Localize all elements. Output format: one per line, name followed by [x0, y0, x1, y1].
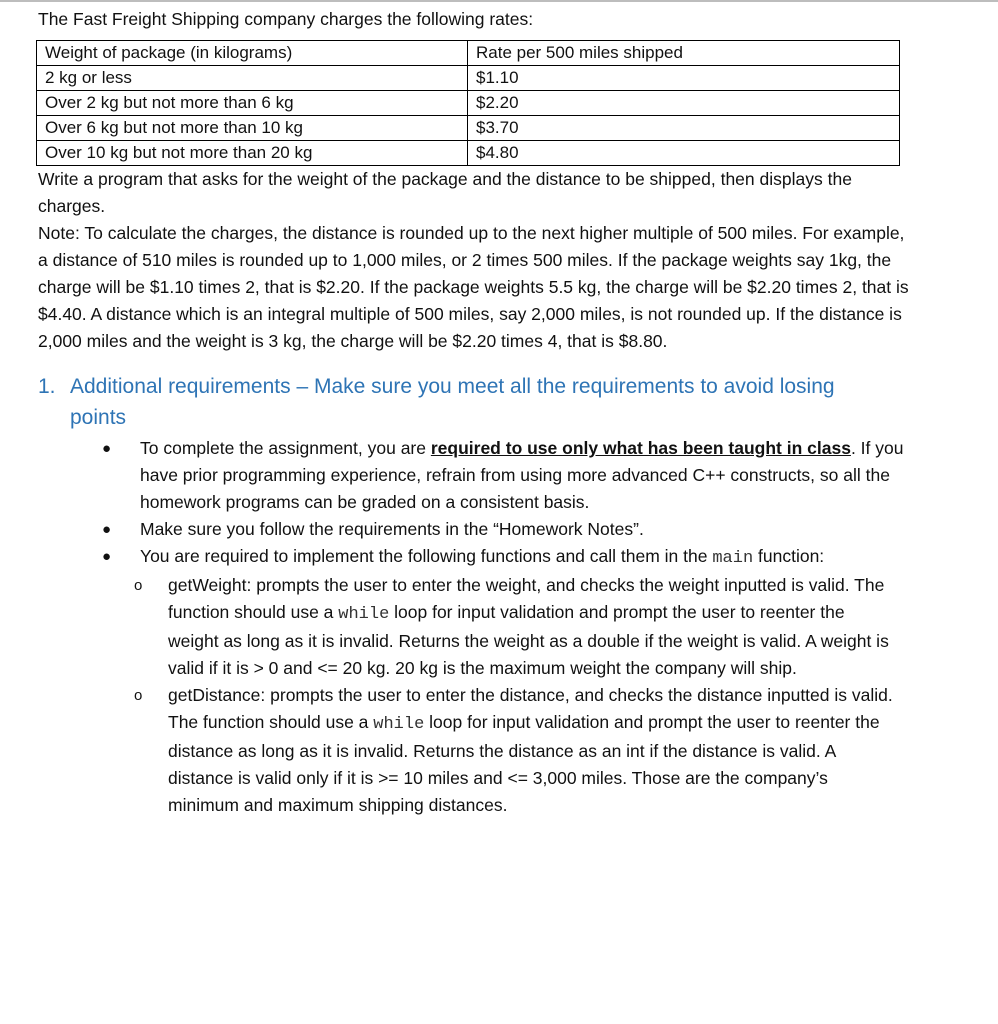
header-rate: Rate per 500 miles shipped	[468, 41, 900, 66]
requirement-text	[140, 435, 918, 516]
intro-text: The Fast Freight Shipping company charges the following rates:	[38, 9, 534, 29]
rates-table	[36, 40, 900, 166]
table-row	[37, 66, 900, 91]
weight-cell: Over 10 kg but not more than 20 kg	[37, 141, 468, 166]
function-text-part: loop for input validation and prompt the user to reenter the weight as long as it is invalid. Returns the weight as a double if the weight is valid. A weight is valid if it is > 0 and <= 20 kg. 20 kg is the maximum weight the company will ship.	[168, 602, 889, 678]
code-while: while	[373, 715, 425, 734]
code-while: while	[338, 605, 390, 624]
list-item	[102, 543, 918, 572]
sub-bullet-icon: o	[134, 687, 143, 704]
requirement-text: Make sure you follow the requirements in the “Homework Notes”.	[140, 519, 644, 539]
requirement-text-part: . If you have prior programming experience, refrain from using more advanced C++ constructs, so all the homework programs can be graded on a consistent basis.	[140, 438, 904, 512]
weight-cell: Over 2 kg but not more than 6 kg	[37, 91, 468, 116]
rate-cell: $4.80	[468, 141, 900, 166]
list-item	[134, 682, 918, 819]
rate-cell: $1.10	[468, 66, 900, 91]
bullet-icon: ●	[102, 548, 112, 565]
top-border	[0, 0, 998, 2]
bullet-icon: ●	[102, 440, 112, 457]
required-emphasis: required to use only what has been taught in class	[430, 438, 851, 458]
section-heading	[38, 371, 918, 433]
weight-cell: 2 kg or less	[37, 66, 468, 91]
section-title: Additional requirements – Make sure you meet all the requirements to avoid losing points	[70, 375, 835, 429]
table-row	[37, 141, 900, 166]
function-text-part: getWeight: prompts the user to enter the weight, and checks the weight inputted is valid. The function should use a	[168, 575, 885, 622]
rate-cell: $2.20	[468, 91, 900, 116]
requirement-text	[140, 543, 918, 572]
list-item	[102, 516, 918, 543]
rate-cell: $3.70	[468, 116, 900, 141]
requirement-text-part: You are required to implement the following functions and call them in the	[140, 546, 713, 566]
requirement-text-part: function:	[753, 546, 825, 566]
function-get-distance	[168, 682, 898, 819]
program-description: Write a program that asks for the weight of the package and the distance to be shipped, then displays the charges.	[38, 169, 852, 216]
table-row	[37, 91, 900, 116]
document-page	[38, 6, 918, 819]
section-number: 1.	[38, 375, 56, 398]
table-header-row	[37, 41, 900, 66]
list-item	[102, 435, 918, 516]
table-row	[37, 116, 900, 141]
weight-cell: Over 6 kg but not more than 10 kg	[37, 116, 468, 141]
function-text-part: loop for input validation and prompt the user to reenter the distance as long as it is invalid. Returns the distance as an int if the distance is valid. A distance is valid only if it is >= 10 miles and <= 3,000 miles. Those are the company’s minimum and maximum shipping distances.	[168, 712, 880, 815]
charges-note: Note: To calculate the charges, the distance is rounded up to the next higher multiple of 500 miles. For example, a distance of 510 miles is rounded up to 1,000 miles, or 2 times 500 miles. If the package weights say 1kg, the charge will be $1.10 times 2, that is $2.20. If the package weights 5.5 kg, the charge will be $2.20 times 2, that is $4.40. A distance which is an integral multiple of 500 miles, say 2,000 miles, is not rounded up. If the distance is 2,000 miles and the weight is 3 kg, the charge will be $2.20 times 4, that is $8.80.	[38, 223, 909, 351]
list-item	[134, 572, 918, 682]
function-text-part: getDistance: prompts the user to enter the distance, and checks the distance inputted is valid. The function should use a	[168, 685, 893, 732]
bullet-icon: ●	[102, 521, 112, 538]
requirements-list	[102, 435, 918, 819]
code-main: main	[712, 549, 754, 568]
requirement-text-part: To complete the assignment, you are	[140, 438, 431, 458]
function-list	[134, 572, 918, 819]
sub-bullet-icon: o	[134, 577, 143, 594]
function-get-weight	[168, 572, 898, 682]
header-weight: Weight of package (in kilograms)	[37, 41, 468, 66]
